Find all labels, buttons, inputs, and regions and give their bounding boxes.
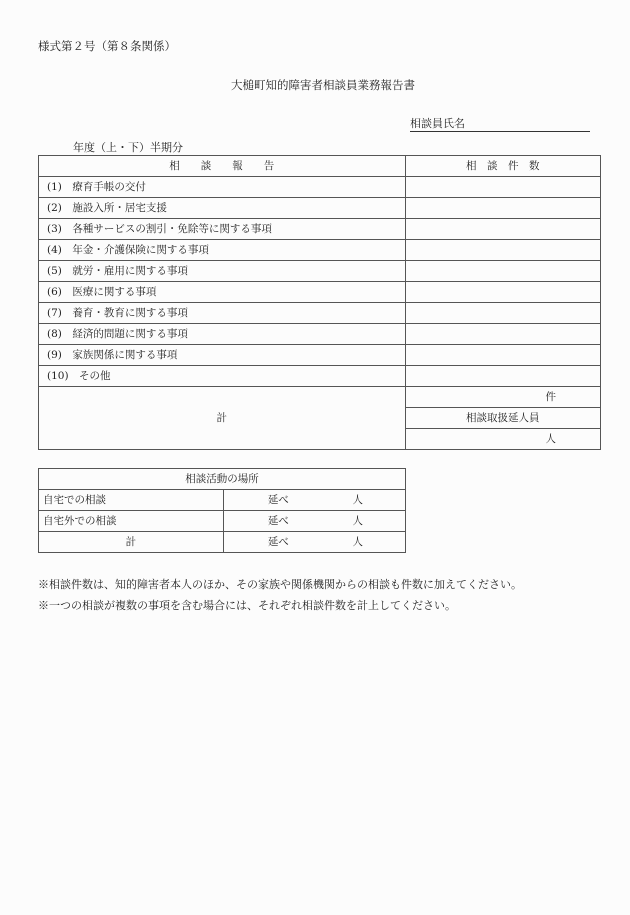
column-header-count: 相 談 件 数 <box>405 156 600 177</box>
total-persons-cell[interactable]: 人 <box>405 429 600 450</box>
place-prefix: 延べ <box>267 536 289 548</box>
table-row <box>39 177 601 198</box>
table-row <box>39 324 601 345</box>
table-row <box>39 366 601 387</box>
note-count-rule: ※相談件数は、知的障害者本人のほか、その家族や関係機関からの相談も件数に加えてください。 <box>38 578 522 591</box>
table-row <box>39 282 601 303</box>
row-label: (1) 療育手帳の交付 <box>39 177 406 198</box>
place-label: 自宅での相談 <box>39 490 224 511</box>
place-label: 自宅外での相談 <box>39 511 224 532</box>
place-unit: 人 <box>352 494 363 506</box>
place-count-cell[interactable] <box>223 511 405 532</box>
place-table-header <box>39 469 406 490</box>
document-title: 大槌町知的障害者相談員業務報告書 <box>231 78 415 92</box>
total-label: 計 <box>39 387 406 450</box>
row-label: (4) 年金・介護保険に関する事項 <box>39 240 406 261</box>
table-row <box>39 303 601 324</box>
report-table <box>38 155 601 450</box>
row-label: (7) 養育・教育に関する事項 <box>39 303 406 324</box>
place-row <box>39 490 406 511</box>
place-row <box>39 511 406 532</box>
row-count-cell[interactable] <box>405 240 600 261</box>
row-count-cell[interactable] <box>405 366 600 387</box>
row-label: (5) 就労・雇用に関する事項 <box>39 261 406 282</box>
counselor-name-field[interactable] <box>410 118 590 132</box>
row-count-cell[interactable] <box>405 282 600 303</box>
place-prefix: 延べ <box>267 494 289 506</box>
row-label: (6) 医療に関する事項 <box>39 282 406 303</box>
row-label: (8) 経済的問題に関する事項 <box>39 324 406 345</box>
row-count-cell[interactable] <box>405 324 600 345</box>
place-total-label: 計 <box>39 532 224 553</box>
row-label: (9) 家族関係に関する事項 <box>39 345 406 366</box>
table-row <box>39 198 601 219</box>
row-count-cell[interactable] <box>405 177 600 198</box>
row-count-cell[interactable] <box>405 219 600 240</box>
report-table-header <box>39 156 601 177</box>
place-total-row <box>39 532 406 553</box>
form-number: 様式第２号（第８条関係） <box>38 39 176 53</box>
table-row <box>39 240 601 261</box>
period-label: 年度（上・下）半期分 <box>73 141 183 154</box>
total-persons-label: 相談取扱延人員 <box>405 408 600 429</box>
row-count-cell[interactable] <box>405 198 600 219</box>
table-row <box>39 345 601 366</box>
row-label: (10) その他 <box>39 366 406 387</box>
place-prefix: 延べ <box>267 515 289 527</box>
row-label: (3) 各種サービスの割引・免除等に関する事項 <box>39 219 406 240</box>
row-count-cell[interactable] <box>405 345 600 366</box>
column-header-report: 相 談 報 告 <box>39 156 406 177</box>
total-cases-cell[interactable]: 件 <box>405 387 600 408</box>
place-unit: 人 <box>352 515 363 527</box>
row-count-cell[interactable] <box>405 261 600 282</box>
note-multiple-items-rule: ※一つの相談が複数の事項を含む場合には、それぞれ相談件数を計上してください。 <box>38 599 456 612</box>
place-unit: 人 <box>352 536 363 548</box>
row-count-cell[interactable] <box>405 303 600 324</box>
table-row <box>39 219 601 240</box>
total-row <box>39 387 601 408</box>
counselor-name-label: 相談員氏名 <box>410 117 465 130</box>
place-count-cell[interactable] <box>223 490 405 511</box>
row-label: (2) 施設入所・居宅支援 <box>39 198 406 219</box>
place-table <box>38 468 406 553</box>
place-table-title: 相談活動の場所 <box>39 469 406 490</box>
table-row <box>39 261 601 282</box>
place-total-cell[interactable] <box>223 532 405 553</box>
